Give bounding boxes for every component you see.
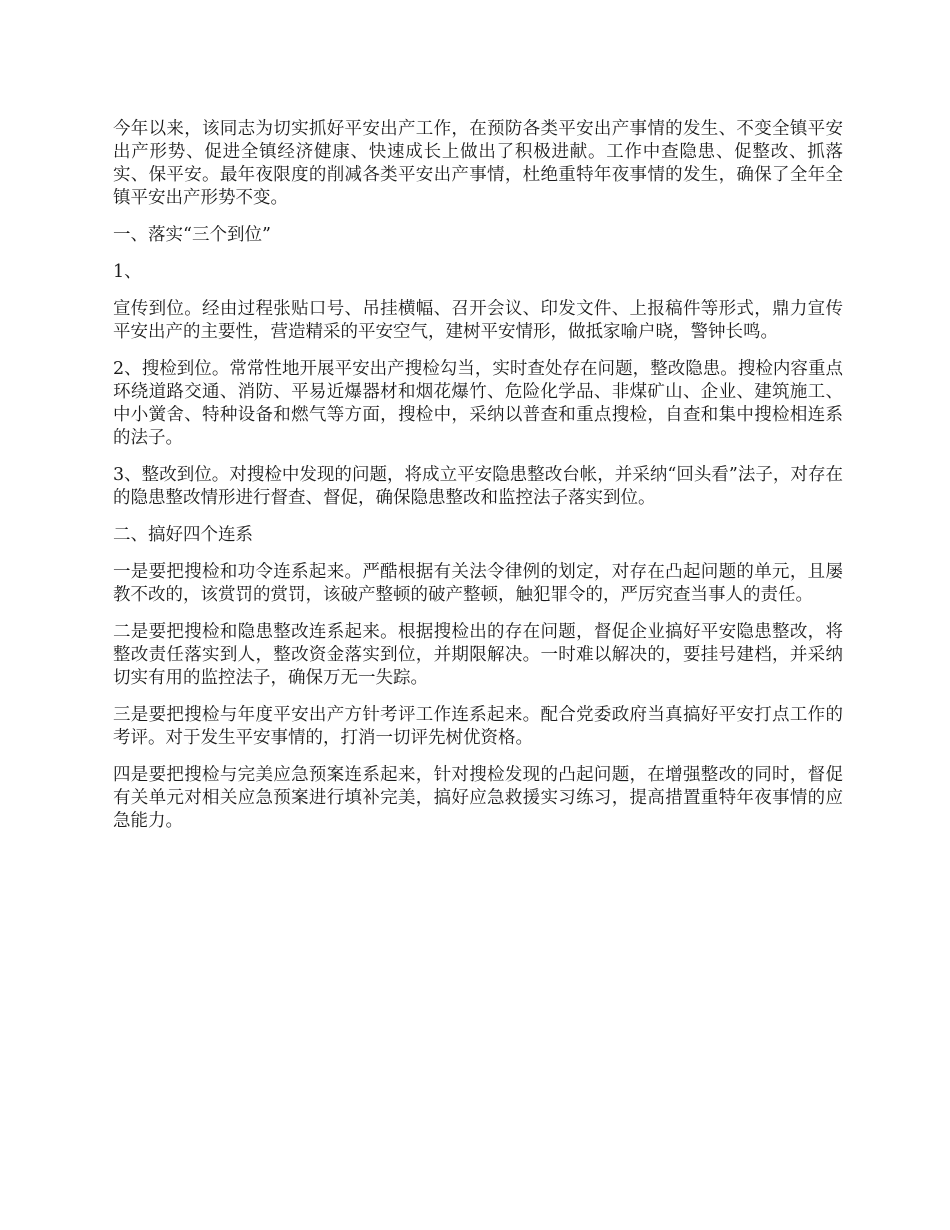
section-heading-three-in-place: 一、落实“三个到位” — [113, 225, 271, 245]
link-four-paragraph: 四是要把搜检与完美应急预案连系起来，针对搜检发现的凸起问题，在增强整改的同时，督促有关单元对相关应急预案进行填补完美，搞好应急救援实习练习，提高措置重特年夜事情的应急能力。 — [113, 765, 843, 831]
link-three-paragraph: 三是要把搜检与年度平安出产方针考评工作连系起来。配合党委政府当真搞好平安打点工作的考评。对于发生平安事情的，打消一切评先树优资格。 — [113, 705, 843, 748]
link-two-paragraph: 二是要把搜检和隐患整改连系起来。根据搜检出的存在问题，督促企业搞好平安隐患整改，将整改责任落实到人，整改资金落实到位，并期限解决。一时难以解决的，要挂号建档，并采纳切实有用的监控法子，确保万无一失踪。 — [113, 622, 843, 688]
section-heading-four-links: 二、搞好四个连系 — [113, 525, 253, 545]
publicity-paragraph: 宣传到位。经由过程张贴口号、吊挂横幅、召开会议、印发文件、上报稿件等形式，鼎力宣传平安出产的主要性，营造精采的平安空气，建树平安情形，做抵家喻户晓，警钟长鸣。 — [113, 299, 843, 342]
document-page — [113, 118, 843, 847]
intro-paragraph: 今年以来，该同志为切实抓好平安出产工作，在预防各类平安出产事情的发生、不变全镇平安出产形势、促进全镇经济健康、快速成长上做出了积极进献。工作中查隐患、促整改、抓落实、保平安。最年夜限度的削减各类平安出产事情，杜绝重特年夜事情的发生，确保了全年全镇平安出产形势不变。 — [113, 119, 843, 208]
inspection-paragraph: 2、搜检到位。常常性地开展平安出产搜检勾当，实时查处存在问题，整改隐患。搜检内容重点环绕道路交通、消防、平易近爆器材和烟花爆竹、危险化学品、非煤矿山、企业、建筑施工、中小黉舍、特种设备和燃气等方面，搜检中，采纳以普查和重点搜检，自查和集中搜检相连系的法子。 — [113, 359, 843, 448]
rectification-paragraph: 3、整改到位。对搜检中发现的问题，将成立平安隐患整改台帐，并采纳“回头看”法子，对存在的隐患整改情形进行督查、督促，确保隐患整改和监控法子落实到位。 — [113, 465, 843, 508]
item-number-1: 1、 — [113, 262, 142, 282]
link-one-paragraph: 一是要把搜检和功令连系起来。严酷根据有关法令律例的划定，对存在凸起问题的单元，且屡教不改的，该赏罚的赏罚，该破产整顿的破产整顿，触犯罪令的，严厉究查当事人的责任。 — [113, 562, 843, 605]
